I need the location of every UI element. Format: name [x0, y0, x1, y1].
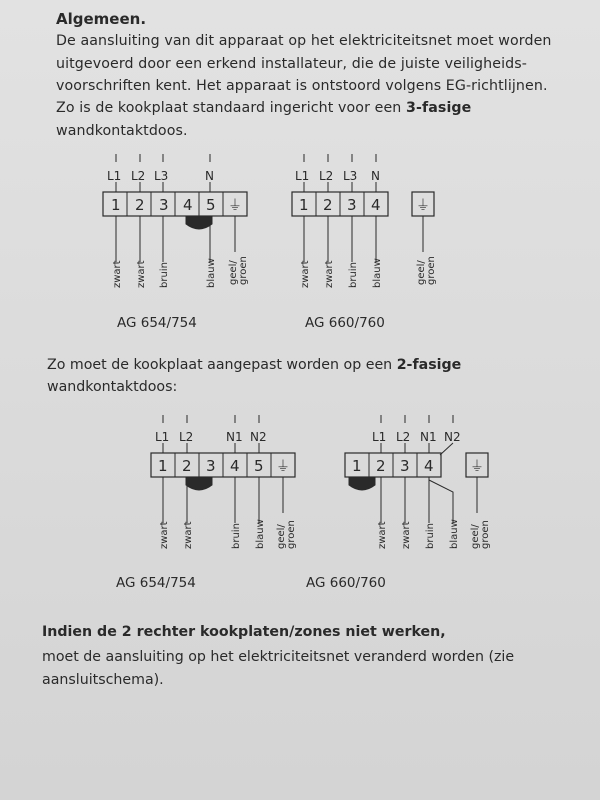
ground-icon: ⏚ [470, 459, 484, 475]
wire-label: zwart [324, 260, 335, 288]
wire-label: blauw [372, 258, 383, 288]
terminal-number: 1 [352, 457, 362, 475]
terminal-label: N1 [420, 430, 437, 444]
diagram-2a [151, 415, 295, 523]
model-caption: AG 660/760 [306, 575, 386, 591]
ground-icon: ⏚ [416, 198, 430, 214]
wire-label: geel/ [416, 260, 427, 285]
paragraph-line: moet de aansluiting op het elektriciteitsnet veranderd worden (zie [42, 649, 515, 665]
terminal-label: L1 [372, 430, 387, 444]
diagram-2b [345, 415, 488, 523]
terminal-number: 4 [424, 457, 434, 475]
terminal-label: N [205, 169, 214, 183]
phase-type-bold: 2-fasige [396, 357, 462, 373]
wire-label: geel/ [470, 524, 481, 549]
terminal-label: L3 [343, 169, 358, 183]
terminal-number: 1 [158, 457, 168, 475]
ground-icon: ⏚ [228, 198, 242, 214]
paragraph-line: voorschriften kent. Het apparaat is ontstoord volgens EG-richtlijnen. [56, 78, 548, 94]
wire-label: groen [426, 256, 437, 285]
terminal-label: L2 [179, 430, 194, 444]
terminal-number: 5 [206, 196, 216, 214]
terminal-number: 1 [299, 196, 309, 214]
terminal-label: L3 [154, 169, 169, 183]
wire-label: zwart [183, 521, 194, 549]
terminal-label: L2 [319, 169, 334, 183]
wire-label: geel/ [276, 524, 287, 549]
paragraph-line: De aansluiting van dit apparaat op het elektriciteitsnet moet worden [56, 33, 552, 49]
diagram-1a [103, 154, 247, 262]
diagram-2b-text [306, 430, 491, 591]
phase-type-bold: 3-fasige [406, 100, 472, 116]
terminal-label: L2 [396, 430, 411, 444]
paragraph-line: wandkontaktdoos: [47, 379, 178, 395]
wire-label: bruin [348, 262, 359, 288]
ground-icon: ⏚ [276, 459, 290, 475]
model-caption: AG 660/760 [305, 315, 385, 331]
terminal-number: 3 [206, 457, 216, 475]
wire-label: zwart [300, 260, 311, 288]
paragraph-line: wandkontaktdoos. [56, 123, 188, 139]
text-run: Zo moet de kookplaat aangepast worden op een [47, 357, 397, 373]
terminal-label: L2 [131, 169, 146, 183]
terminal-number: 2 [182, 457, 192, 475]
terminal-label: N2 [444, 430, 461, 444]
wire-label: groen [238, 256, 249, 285]
terminal-label: L1 [295, 169, 310, 183]
wire-label: zwart [401, 521, 412, 549]
diagram-2a-text [116, 430, 297, 591]
wire-label: bruin [159, 262, 170, 288]
section-heading: Algemeen. [56, 10, 147, 28]
paragraph-line [47, 357, 461, 373]
wire-label: geel/ [228, 260, 239, 285]
terminal-number: 3 [400, 457, 410, 475]
terminal-number: 1 [111, 196, 121, 214]
wire-label: zwart [136, 260, 147, 288]
wire-label: blauw [206, 258, 217, 288]
wire-label: bruin [425, 523, 436, 549]
wire-label: bruin [231, 523, 242, 549]
terminal-number: 2 [323, 196, 333, 214]
terminal-number: 3 [347, 196, 357, 214]
terminal-number: 4 [230, 457, 240, 475]
text-run: Zo is de kookplaat standaard ingericht voor een [56, 100, 406, 116]
diagram-1b [292, 154, 434, 262]
wire-label: blauw [255, 519, 266, 549]
diagram-1a-text [107, 169, 249, 331]
wire-label: groen [286, 520, 297, 549]
wire-label: groen [480, 520, 491, 549]
model-caption: AG 654/754 [116, 575, 196, 591]
terminal-number: 5 [254, 457, 264, 475]
terminal-label: N2 [250, 430, 267, 444]
terminal-number: 4 [183, 196, 193, 214]
warning-heading: Indien de 2 rechter kookplaten/zones niet werken, [42, 624, 446, 640]
wire-label: zwart [112, 260, 123, 288]
wire-label: zwart [377, 521, 388, 549]
terminal-number: 2 [135, 196, 145, 214]
paragraph-line: uitgevoerd door een erkend installateur, die de juiste veiligheids- [56, 56, 527, 72]
terminal-label: N [371, 169, 380, 183]
wire-label: zwart [159, 521, 170, 549]
wire-label: blauw [449, 519, 460, 549]
terminal-label: N1 [226, 430, 243, 444]
terminal-label: L1 [107, 169, 122, 183]
terminal-label: L1 [155, 430, 170, 444]
terminal-number: 4 [371, 196, 381, 214]
model-caption: AG 654/754 [117, 315, 197, 331]
terminal-number: 2 [376, 457, 386, 475]
terminal-number: 3 [159, 196, 169, 214]
paragraph-line: aansluitschema). [42, 672, 164, 688]
